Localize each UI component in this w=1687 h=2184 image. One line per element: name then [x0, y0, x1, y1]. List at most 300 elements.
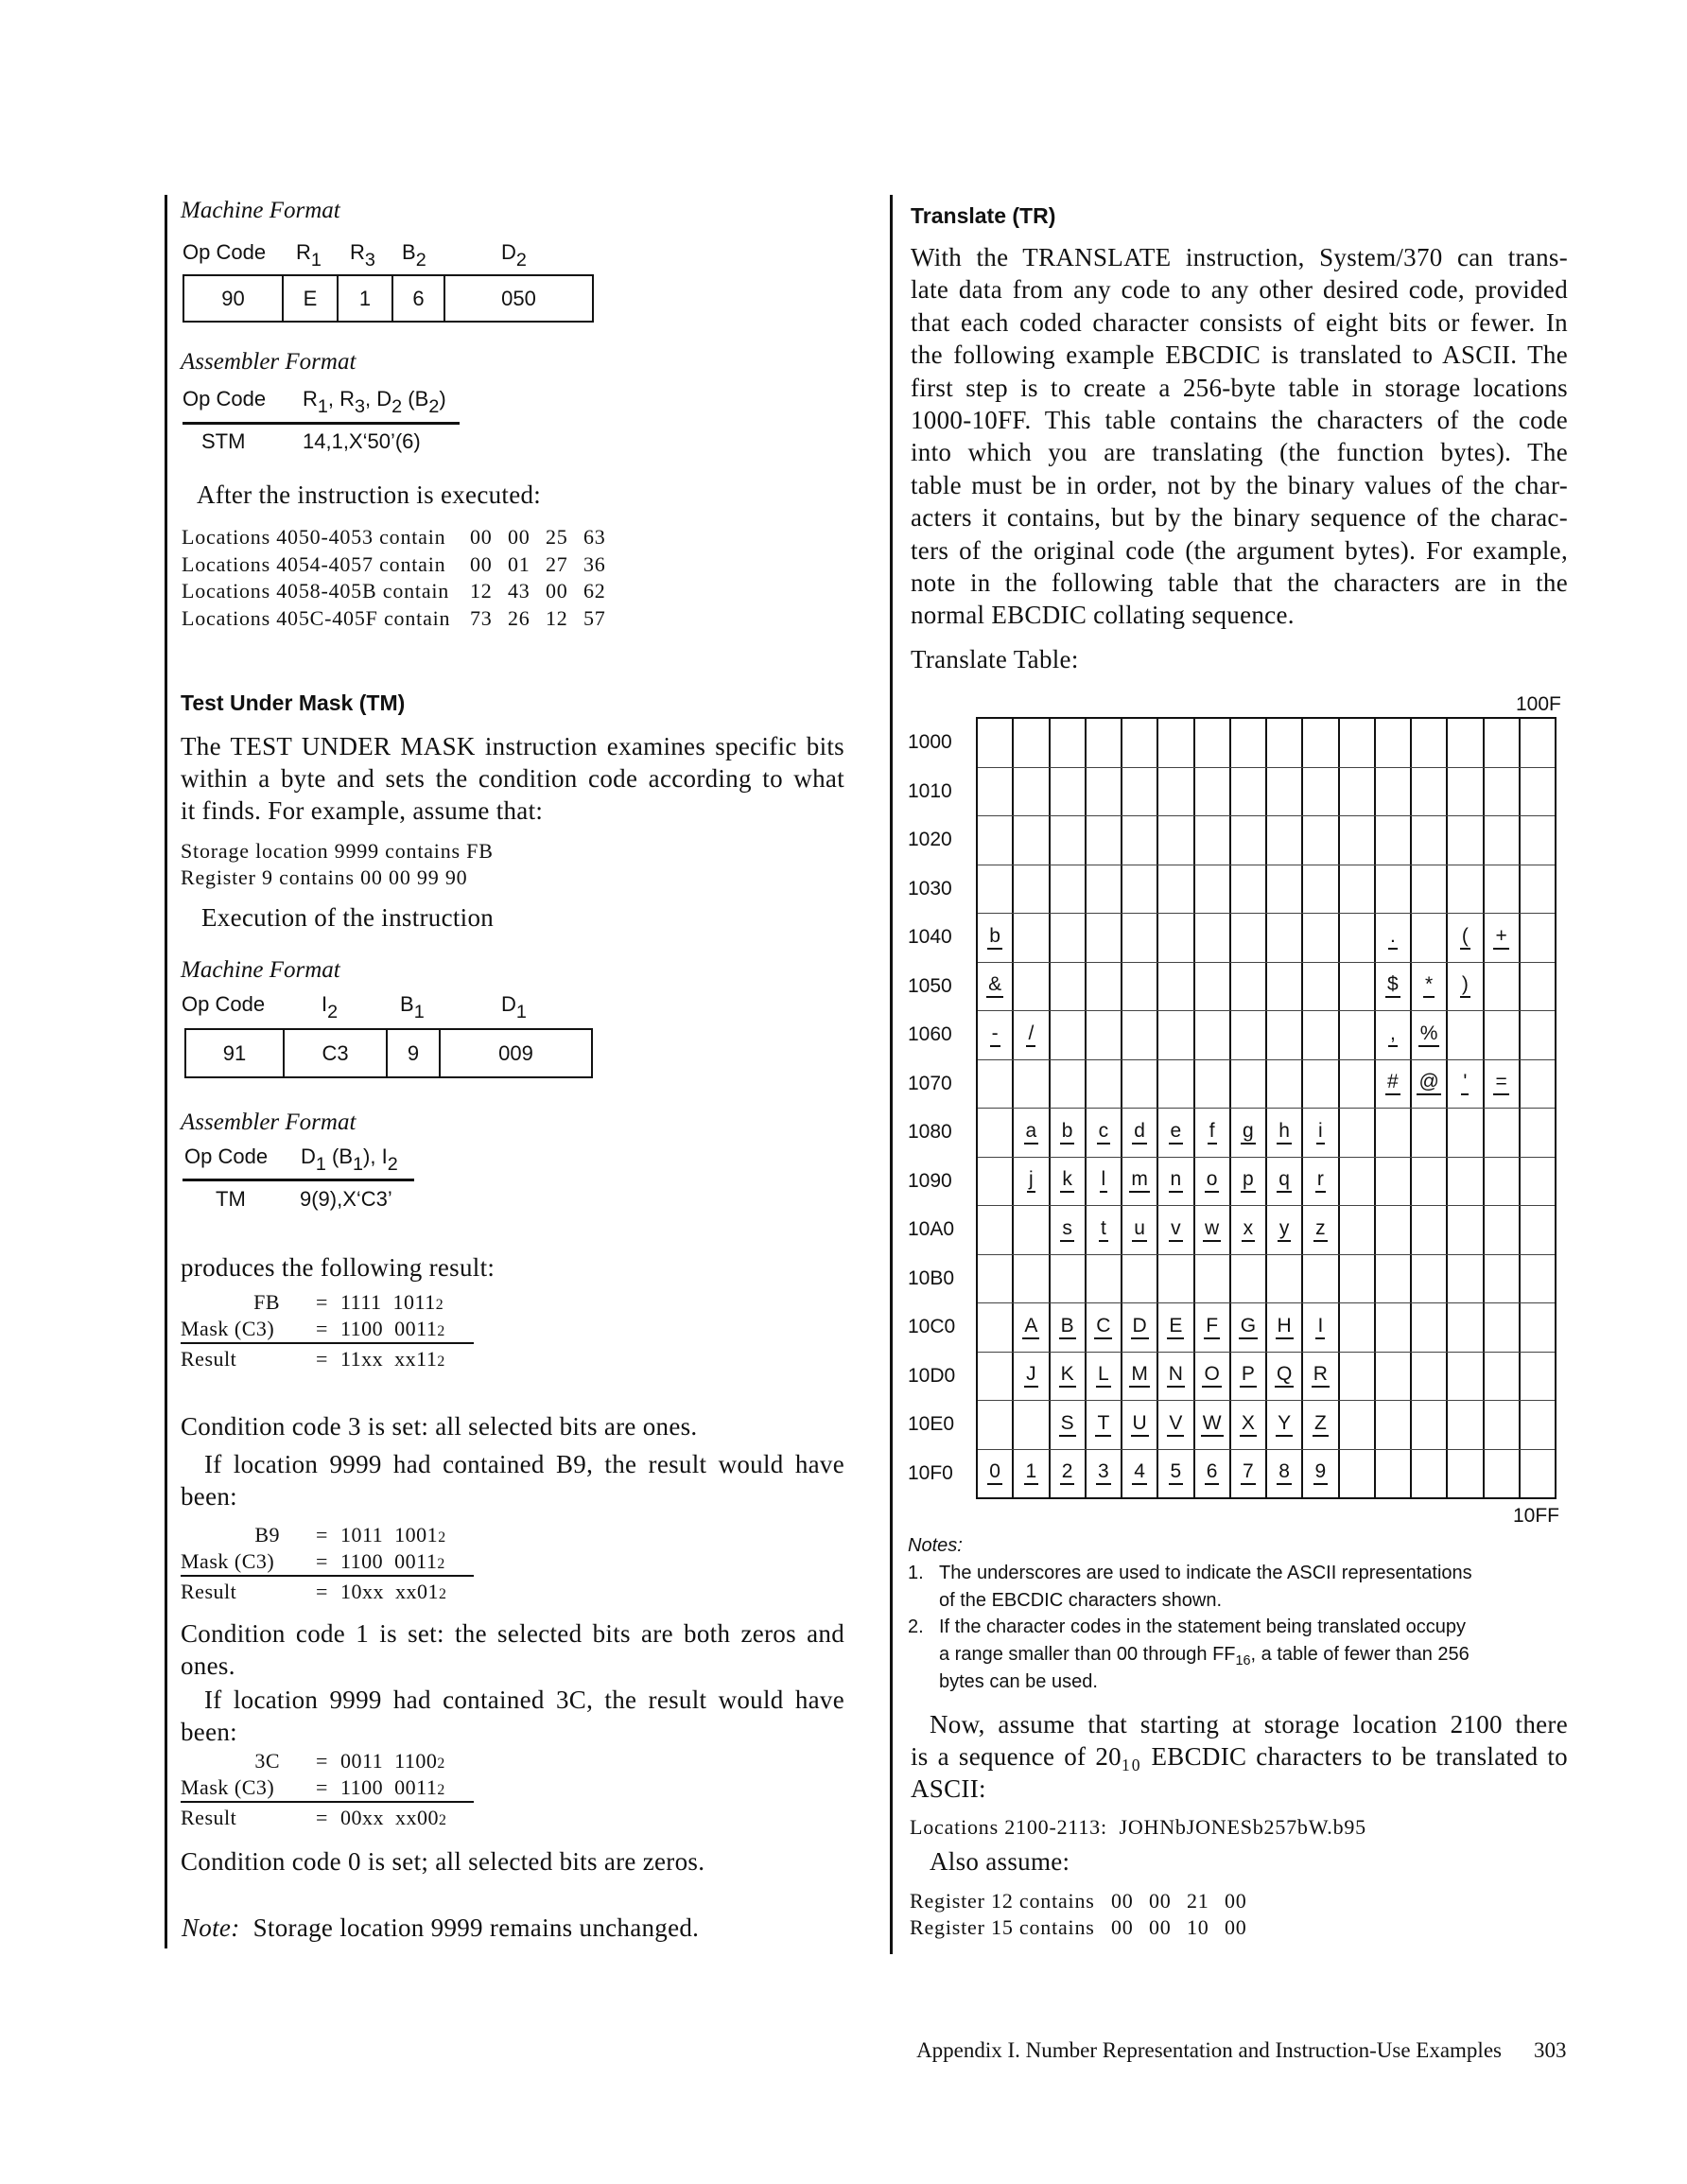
tm-section-heading: Test Under Mask (TM)	[181, 690, 406, 715]
table-cell	[1521, 963, 1555, 1011]
field-header-opcode	[182, 991, 265, 1018]
function-byte-char: C	[1094, 1316, 1112, 1339]
locations-label: Locations 2100-2113:	[910, 1815, 1107, 1839]
table-cell	[1051, 1011, 1087, 1059]
paragraph-line: note in the following table that the characters are in the	[911, 568, 1568, 598]
table-cell	[1376, 914, 1412, 962]
decimal-subscript: 10	[1121, 1756, 1142, 1775]
table-cell	[1340, 1401, 1376, 1449]
table-cell	[1521, 1255, 1555, 1303]
function-byte-char: #	[1385, 1072, 1400, 1095]
calculation-row: Mask (C3) = 1100 0011 2	[181, 1316, 474, 1344]
function-byte-char: G	[1239, 1316, 1258, 1339]
table-cell	[1122, 1206, 1158, 1254]
function-byte-char: f	[1208, 1121, 1217, 1144]
table-cell	[1267, 1255, 1303, 1303]
table-cell	[1051, 1060, 1087, 1109]
function-byte-char: b	[1060, 1121, 1075, 1144]
table-cell	[1231, 1303, 1267, 1352]
table-cell	[1521, 1450, 1555, 1498]
left-column-rule	[165, 195, 167, 1948]
r3-cell: 1	[339, 276, 393, 321]
table-cell	[1051, 1255, 1087, 1303]
table-cell	[1158, 1255, 1194, 1303]
table-cell	[1521, 1011, 1555, 1059]
table-cell	[1231, 1011, 1267, 1059]
table-cell	[1087, 1353, 1122, 1401]
binary-value: 0011 1100	[340, 1749, 438, 1773]
function-byte-char: &	[986, 974, 1003, 998]
function-byte-char: p	[1241, 1169, 1256, 1193]
table-cell	[1122, 1060, 1158, 1109]
row-address-label: 1000	[908, 731, 952, 754]
function-byte-char: T	[1095, 1413, 1111, 1437]
table-cell	[1014, 1450, 1050, 1498]
operand-subscript: 1	[315, 1153, 326, 1175]
table-cell	[1014, 963, 1050, 1011]
table-cell	[978, 865, 1014, 914]
calculation-row: B9 = 1011 1001 2	[181, 1522, 474, 1548]
condition-code-0-text: Condition code 0 is set; all selected bits are zeros.	[181, 1847, 705, 1876]
table-cell	[1376, 1206, 1412, 1254]
row-address-label: 1090	[908, 1169, 952, 1192]
table-cell	[1051, 816, 1087, 865]
paragraph-line: acters it contains, but by the binary sequence of the charac-	[911, 503, 1568, 533]
table-cell	[1303, 1060, 1339, 1109]
table-cell	[1412, 719, 1448, 767]
field-header-subscript: 2	[515, 249, 527, 271]
table-cell	[1122, 1450, 1158, 1498]
function-byte-char: h	[1277, 1121, 1292, 1144]
condition-code-1-text	[181, 1617, 844, 1682]
calculation-row: FB = 1111 1011 2	[181, 1289, 474, 1316]
function-byte-char: X	[1240, 1413, 1257, 1437]
function-byte-char: g	[1241, 1121, 1256, 1144]
function-byte-char: b	[987, 926, 1002, 950]
table-cell	[1303, 1158, 1339, 1206]
translate-table-label: Translate Table:	[911, 645, 1079, 673]
table-cell	[1267, 1401, 1303, 1449]
equals-sign: =	[316, 1549, 328, 1573]
table-cell	[1448, 963, 1484, 1011]
table-cell	[1376, 1401, 1412, 1449]
table-cell	[1158, 1109, 1194, 1157]
table-cell	[1303, 816, 1339, 865]
table-cell	[1303, 1353, 1339, 1401]
table-cell	[1231, 816, 1267, 865]
table-cell	[1122, 1353, 1158, 1401]
table-cell	[1521, 1353, 1555, 1401]
table-cell	[1340, 1353, 1376, 1401]
table-cell	[1340, 1060, 1376, 1109]
row-address-label: 10B0	[908, 1267, 955, 1289]
translate-table-row	[908, 1353, 1555, 1402]
last-address-label: 10FF	[1513, 1505, 1560, 1527]
asm-opcode: TM	[216, 1187, 246, 1211]
table-cell	[1485, 1158, 1521, 1206]
also-assume-label: Also assume:	[930, 1847, 1070, 1876]
paragraph-text: is a sequence of 20	[911, 1742, 1122, 1771]
note-line	[939, 1641, 1470, 1669]
table-cell	[1267, 1206, 1303, 1254]
table-cell	[978, 816, 1014, 865]
b2-cell: 6	[393, 276, 445, 321]
byte-value: 12	[546, 605, 568, 630]
operand-subscript: 2	[428, 395, 440, 417]
paragraph-line: first step is to create a 256-byte table in storage locations	[911, 373, 1568, 402]
stm-assembler-format-label: Assembler Format	[181, 349, 357, 375]
function-byte-char: %	[1418, 1023, 1440, 1047]
table-cell	[978, 1060, 1014, 1109]
table-cell	[1412, 1303, 1448, 1352]
translate-table-row	[908, 1060, 1555, 1109]
table-cell	[1231, 768, 1267, 816]
operand-text: D	[301, 1144, 316, 1168]
operand-subscript: 3	[355, 395, 366, 417]
table-cell	[1412, 1401, 1448, 1449]
table-cell	[1340, 768, 1376, 816]
opcode-cell: 90	[184, 276, 284, 321]
tr-section-heading: Translate (TR)	[911, 203, 1056, 228]
function-byte-char: j	[1027, 1169, 1035, 1193]
table-cell	[1303, 768, 1339, 816]
binary-value: 00xx xx00	[340, 1806, 439, 1829]
table-cell	[1485, 865, 1521, 914]
table-cell	[1412, 1255, 1448, 1303]
tr-intro-paragraph	[911, 241, 1568, 632]
table-cell	[1267, 1011, 1303, 1059]
row-address-label: 1080	[908, 1121, 952, 1144]
table-cell	[1340, 1303, 1376, 1352]
paragraph-line: ones.	[181, 1651, 235, 1680]
binary-value: 1111 1011	[340, 1290, 436, 1314]
table-cell	[1267, 768, 1303, 816]
table-cell	[1376, 1011, 1412, 1059]
paragraph-line: that each coded character consists of eight bits or fewer. In	[911, 307, 1568, 337]
table-cell	[1014, 1060, 1050, 1109]
byte-value: 25	[546, 525, 568, 549]
equals-sign: =	[316, 1775, 328, 1799]
after-execution-label: After the instruction is executed:	[197, 480, 542, 509]
table-cell	[1087, 1158, 1122, 1206]
field-header-d1	[501, 991, 527, 1022]
function-byte-char: e	[1169, 1121, 1184, 1144]
table-cell	[1485, 1401, 1521, 1449]
tm-intro-paragraph	[181, 730, 844, 827]
table-cell	[1303, 1011, 1339, 1059]
operand-text: )	[439, 387, 446, 411]
calculation-label: Mask (C3)	[181, 1775, 275, 1799]
function-byte-char: 2	[1060, 1461, 1075, 1485]
table-cell	[1303, 1303, 1339, 1352]
function-byte-char: u	[1132, 1218, 1147, 1242]
translate-notes	[908, 1532, 1472, 1696]
table-cell	[1485, 768, 1521, 816]
binary-value: 1100 0011	[340, 1775, 438, 1799]
table-cell	[1195, 1206, 1231, 1254]
operand-text: (B	[402, 387, 429, 411]
calculation-3c	[181, 1748, 474, 1831]
note-line-text: a range smaller than 00 through FF	[939, 1644, 1236, 1666]
paragraph-line: Now, assume that starting at storage location 2100 there	[930, 1710, 1568, 1738]
note-line: If the character codes in the statement being translated occupy	[939, 1616, 1466, 1638]
table-cell	[1122, 963, 1158, 1011]
function-byte-char: z	[1313, 1218, 1328, 1242]
table-cell	[1195, 1450, 1231, 1498]
stm-machine-format-box	[183, 274, 594, 323]
operand-text: , R	[327, 387, 356, 411]
table-cell	[1340, 963, 1376, 1011]
asm-opcode: STM	[201, 429, 246, 453]
field-header-b2	[402, 239, 426, 271]
translate-table-row	[908, 1255, 1555, 1304]
function-byte-char: A	[1022, 1316, 1039, 1339]
table-cell	[1014, 1255, 1050, 1303]
table-cell	[1521, 768, 1555, 816]
table-cell	[1158, 816, 1194, 865]
table-cell	[1122, 816, 1158, 865]
function-byte-char: S	[1059, 1413, 1076, 1437]
binary-value: 1011 1001	[340, 1523, 439, 1546]
table-cell	[1376, 1255, 1412, 1303]
translate-table-row	[908, 768, 1555, 817]
row-address-label: 10C0	[908, 1316, 956, 1338]
table-cell	[1231, 1255, 1267, 1303]
calculation-label: Result	[181, 1347, 237, 1371]
equals-sign: =	[316, 1806, 328, 1829]
table-cell	[1014, 1109, 1050, 1157]
asm-operands: 9(9),X‘C3’	[300, 1187, 392, 1211]
asm-operands: 14,1,X‘50’(6)	[303, 429, 421, 453]
translate-table-row	[908, 1206, 1555, 1255]
table-cell	[1231, 719, 1267, 767]
function-byte-char: v	[1169, 1218, 1183, 1242]
equals-sign: =	[316, 1317, 328, 1340]
table-cell	[1267, 719, 1303, 767]
byte-value: 00	[508, 525, 530, 549]
note-item-2	[908, 1614, 1472, 1695]
register-contents	[910, 1888, 1262, 1940]
table-cell	[1087, 1060, 1122, 1109]
table-cell	[1158, 1450, 1194, 1498]
table-cell	[1014, 1401, 1050, 1449]
byte-value: 10	[1187, 1914, 1209, 1939]
note-item-1	[908, 1560, 1472, 1615]
paragraph-line: the following example EBCDIC is translated to ASCII. The	[911, 341, 1568, 370]
tm-assumptions	[181, 838, 494, 891]
right-column-rule	[890, 195, 893, 1954]
paragraph-line: If location 9999 had contained 3C, the result would have	[204, 1686, 844, 1714]
table-cell	[1485, 1060, 1521, 1109]
calculation-label: Result	[181, 1806, 237, 1829]
function-byte-char: t	[1099, 1218, 1108, 1242]
function-byte-char: .	[1388, 926, 1398, 950]
function-byte-char: B	[1059, 1316, 1076, 1339]
row-address-label: 1030	[908, 877, 952, 900]
table-cell	[1376, 865, 1412, 914]
field-header-text: D	[501, 992, 516, 1016]
table-cell	[1448, 719, 1484, 767]
calculation-b9	[181, 1522, 474, 1605]
table-cell	[1014, 865, 1050, 914]
operand-text: (B	[325, 1144, 354, 1168]
table-cell	[1521, 1158, 1555, 1206]
table-cell	[978, 914, 1014, 962]
row-address-label: 10D0	[908, 1364, 956, 1387]
calculation-row: Result = 00xx xx00 2	[181, 1806, 447, 1829]
calculation-fb	[181, 1289, 474, 1372]
function-byte-char: Z	[1313, 1413, 1329, 1437]
function-byte-char: ,	[1388, 1023, 1398, 1047]
paragraph-line: If location 9999 had contained B9, the result would have	[204, 1450, 844, 1478]
table-cell	[1412, 1158, 1448, 1206]
location-range: Locations 405C-405F contain	[182, 605, 451, 630]
table-cell	[1158, 1303, 1194, 1352]
table-cell	[1376, 816, 1412, 865]
asm-header-operands	[303, 386, 446, 417]
byte-value: 00	[546, 579, 568, 603]
row-address-label: 10A0	[908, 1218, 955, 1241]
table-cell	[1267, 1158, 1303, 1206]
location-line	[182, 578, 621, 605]
table-cell	[1051, 914, 1087, 962]
table-cell	[1448, 1450, 1484, 1498]
table-cell	[1195, 1011, 1231, 1059]
paragraph-line	[911, 1740, 1568, 1773]
register-line	[910, 1888, 1262, 1914]
byte-value: 00	[470, 525, 493, 549]
field-header-subscript: 2	[327, 1001, 339, 1022]
table-cell	[1158, 1060, 1194, 1109]
locations-value: JOHNbJONESb257bW.b95	[1119, 1815, 1366, 1839]
calculation-row: Result = 10xx xx01 2	[181, 1580, 447, 1603]
translate-table-row	[908, 816, 1555, 865]
translate-table-row	[908, 865, 1555, 915]
r1-cell: E	[284, 276, 339, 321]
function-byte-char: R	[1312, 1364, 1330, 1388]
asm-header-underline	[183, 1179, 414, 1181]
equals-sign: =	[316, 1523, 328, 1546]
table-cell	[1412, 1060, 1448, 1109]
table-cell	[1521, 865, 1555, 914]
binary-value: 1100 0011	[340, 1549, 438, 1573]
table-cell	[1485, 914, 1521, 962]
byte-value: 26	[508, 605, 530, 630]
table-cell	[1376, 1303, 1412, 1352]
calculation-label: 3C	[254, 1749, 280, 1773]
calculation-label: B9	[254, 1523, 280, 1546]
table-cell	[1412, 1206, 1448, 1254]
table-cell	[1448, 1401, 1484, 1449]
function-byte-char: W	[1201, 1413, 1224, 1437]
function-byte-char: F	[1204, 1316, 1220, 1339]
function-byte-char: 0	[987, 1461, 1002, 1485]
table-cell	[1340, 865, 1376, 914]
function-byte-char: (	[1460, 926, 1470, 950]
asm-header-opcode: Op Code	[183, 387, 267, 411]
note-line: The underscores are used to indicate the ASCII representations	[939, 1562, 1472, 1583]
operand-subscript: 2	[391, 395, 403, 417]
function-byte-char: i	[1316, 1121, 1325, 1144]
table-cell	[1195, 768, 1231, 816]
table-cell	[1087, 1011, 1122, 1059]
function-byte-char: @	[1417, 1072, 1440, 1095]
table-cell	[1051, 865, 1087, 914]
translate-table-row	[908, 1158, 1555, 1207]
table-cell	[1087, 1255, 1122, 1303]
table-cell	[978, 1158, 1014, 1206]
table-cell	[1122, 1401, 1158, 1449]
function-byte-char: Q	[1275, 1364, 1294, 1388]
function-byte-char: +	[1493, 926, 1508, 950]
table-cell	[1448, 768, 1484, 816]
calculation-row: Mask (C3) = 1100 0011 2	[181, 1548, 474, 1577]
table-cell	[1267, 1060, 1303, 1109]
table-cell	[1231, 1401, 1267, 1449]
table-cell	[1448, 1353, 1484, 1401]
table-cell	[1014, 1303, 1050, 1352]
opcode-cell: 91	[186, 1030, 285, 1076]
table-cell	[1267, 1450, 1303, 1498]
tm-machine-format-box	[184, 1028, 593, 1078]
calculation-label: Mask (C3)	[181, 1549, 275, 1573]
table-cell	[1195, 865, 1231, 914]
table-cell	[1231, 1060, 1267, 1109]
table-cell	[1340, 1109, 1376, 1157]
table-cell	[1521, 1060, 1555, 1109]
operand-text: ), I	[363, 1144, 388, 1168]
table-cell	[1521, 1206, 1555, 1254]
note-label: Note:	[182, 1913, 240, 1942]
translate-table-row	[908, 963, 1555, 1012]
translate-table-row	[908, 1401, 1555, 1450]
field-header-text: I	[322, 992, 328, 1016]
table-cell	[1521, 1401, 1555, 1449]
function-byte-char: 5	[1169, 1461, 1184, 1485]
field-header-subscript: 1	[413, 1001, 425, 1022]
stm-machine-format-label: Machine Format	[181, 198, 340, 223]
function-byte-char: M	[1129, 1364, 1150, 1388]
table-cell	[1448, 1206, 1484, 1254]
table-cell	[1448, 865, 1484, 914]
notes-label: Notes:	[908, 1535, 963, 1556]
function-byte-char: m	[1129, 1169, 1150, 1193]
function-byte-char: *	[1423, 974, 1435, 998]
function-byte-char: l	[1100, 1169, 1108, 1193]
table-cell	[978, 1450, 1014, 1498]
translate-table-row	[908, 914, 1555, 963]
byte-value: 00	[470, 551, 493, 576]
table-cell	[1087, 963, 1122, 1011]
calculation-row: Result = 11xx xx11 2	[181, 1347, 445, 1371]
table-cell	[1087, 816, 1122, 865]
operand-text: R	[303, 387, 318, 411]
function-byte-char: $	[1385, 974, 1400, 998]
equals-sign: =	[316, 1347, 328, 1371]
row-address-label: 1060	[908, 1023, 952, 1046]
field-header-subscript: 3	[364, 249, 375, 271]
table-cell	[1412, 816, 1448, 865]
function-byte-char: H	[1276, 1316, 1294, 1339]
tm-assembler-format-label: Assembler Format	[181, 1109, 357, 1135]
binary-value: 11xx xx11	[340, 1347, 438, 1371]
paragraph-line: been:	[181, 1718, 237, 1746]
table-cell	[1158, 963, 1194, 1011]
table-cell	[978, 768, 1014, 816]
equals-sign: =	[316, 1749, 328, 1773]
table-cell	[1448, 816, 1484, 865]
translate-table-row	[908, 1011, 1555, 1060]
